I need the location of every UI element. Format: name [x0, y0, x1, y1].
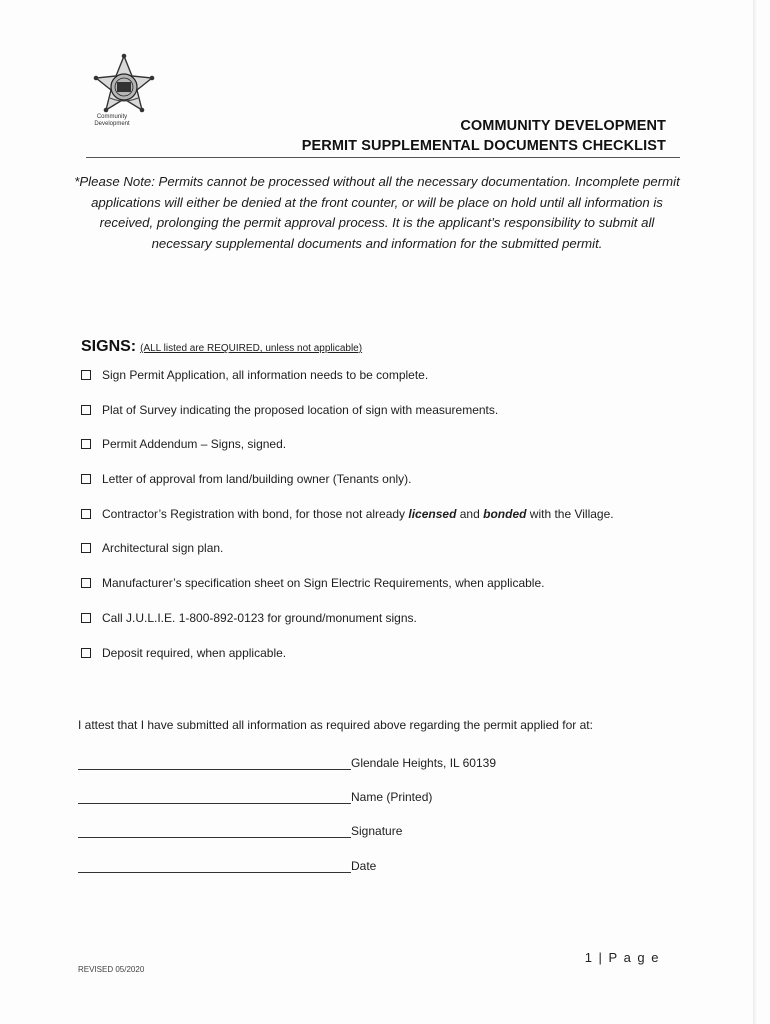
checklist-item-label: Deposit required, when applicable.: [102, 645, 287, 660]
checklist-item: [81, 471, 681, 506]
checklist-item-label: [102, 506, 614, 522]
location-input-line[interactable]: [78, 756, 351, 770]
checklist-item: [81, 436, 681, 471]
item-text-emphasis-licensed: licensed: [408, 506, 457, 521]
attestation-statement: I attest that I have submitted all information as required above regarding the permit applied for at:: [78, 718, 593, 732]
checkbox[interactable]: [81, 439, 91, 449]
logo: [80, 52, 170, 134]
date-input-line[interactable]: [78, 859, 351, 873]
logo-caption: [80, 114, 144, 128]
checkbox[interactable]: [81, 543, 91, 553]
signature-field: [78, 820, 402, 838]
name-input-line[interactable]: [78, 790, 351, 804]
checklist-item-label: Sign Permit Application, all information needs to be complete.: [102, 368, 429, 382]
revision-date: REVISED 05/2020: [78, 965, 145, 974]
logo-caption-line1: Community: [96, 114, 128, 120]
checklist-item: [81, 645, 681, 680]
name-field: [78, 786, 432, 804]
date-field: [78, 855, 376, 873]
date-field-label: Date: [351, 859, 377, 873]
note-paragraph: *Please Note: Permits cannot be processed without all the necessary documentation. Incomplete permit applications will either be denied at the front counter, or will be place on hold until all information is received, prolonging the permit approval process. It is the applicant’s responsibility to submit all necessary supplemental documents and information for the submitted permit.: [74, 174, 680, 251]
sheriff-star-seal-icon: [80, 52, 170, 122]
checklist-item-label: Architectural sign plan.: [102, 541, 224, 556]
checklist-item-label: Plat of Survey indicating the proposed location of sign with measurements.: [102, 402, 499, 417]
checklist-item: [81, 367, 681, 402]
checklist-item: [81, 506, 681, 541]
checkbox[interactable]: [81, 370, 91, 380]
checkbox[interactable]: [81, 474, 91, 484]
checklist-item: [81, 610, 681, 645]
checkbox[interactable]: [81, 578, 91, 588]
document-title: COMMUNITY DEVELOPMENT: [460, 118, 666, 134]
signature-input-line[interactable]: [78, 824, 351, 838]
checkbox[interactable]: [81, 509, 91, 519]
location-field-label: Glendale Heights, IL 60139: [351, 756, 496, 770]
item-text-emphasis-bonded: bonded: [483, 506, 527, 521]
signs-checklist: [81, 367, 681, 679]
signs-section-heading: [81, 338, 362, 356]
checklist-item-label: Manufacturer’s specification sheet on Sign Electric Requirements, when applicable.: [102, 576, 545, 591]
item-text-post: with the Village.: [526, 506, 614, 521]
checklist-item: [81, 540, 681, 575]
item-text-pre: Contractor’s Registration with bond, for those not already: [102, 506, 409, 521]
name-field-label: Name (Printed): [351, 790, 433, 804]
checklist-item-label: Call J.U.L.I.E. 1-800-892-0123 for ground/monument signs.: [102, 610, 417, 625]
signature-field-label: Signature: [351, 824, 403, 838]
checklist-item: [81, 575, 681, 610]
checklist-item: [81, 402, 681, 437]
checkbox[interactable]: [81, 648, 91, 658]
document-subtitle: PERMIT SUPPLEMENTAL DOCUMENTS CHECKLIST: [301, 138, 666, 154]
checkbox[interactable]: [81, 613, 91, 623]
logo-caption-line2: Development: [94, 121, 130, 127]
document-header: [302, 116, 666, 156]
header-divider: [86, 157, 680, 158]
page-number: 1 | P a g e: [584, 950, 660, 965]
scan-edge: [753, 0, 756, 1024]
signs-heading: SIGNS:: [81, 338, 137, 355]
checkbox[interactable]: [81, 405, 91, 415]
item-text-mid: and: [456, 506, 484, 521]
location-field: [78, 752, 496, 770]
checklist-item-label: Permit Addendum – Signs, signed.: [102, 437, 287, 452]
signs-subheading: (ALL listed are REQUIRED, unless not applicable): [140, 343, 363, 354]
checklist-item-label: Letter of approval from land/building owner (Tenants only).: [102, 472, 412, 487]
